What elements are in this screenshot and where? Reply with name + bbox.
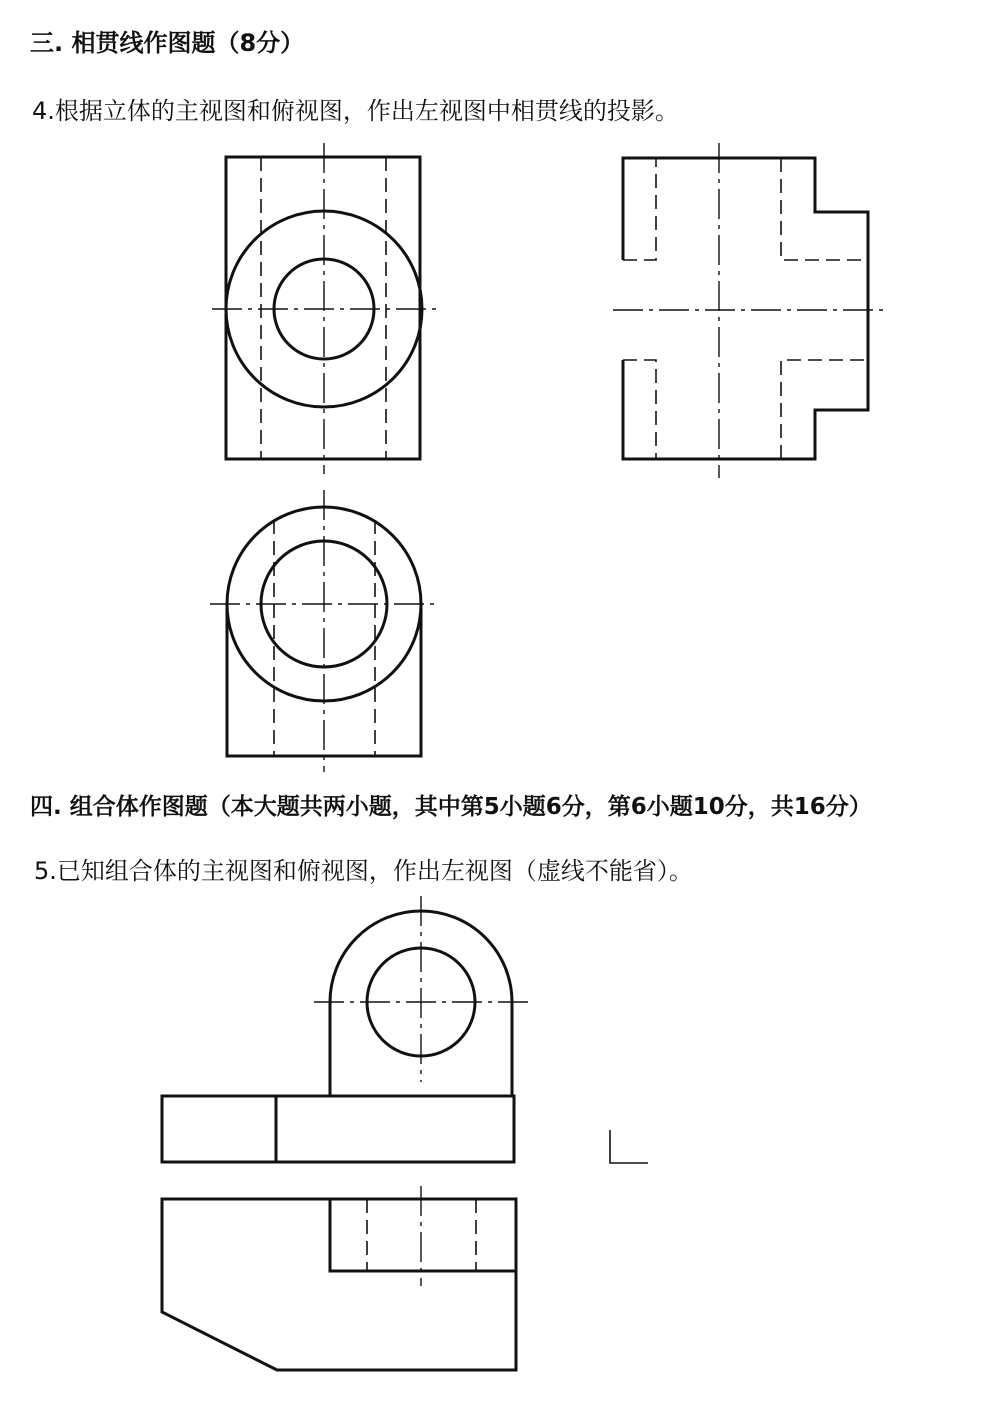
q4-left-outline <box>623 158 868 459</box>
question4-text: 4.根据立体的主视图和俯视图，作出左视图中相贯线的投影。 <box>32 97 679 125</box>
q5-top-lug-outline <box>330 1199 516 1271</box>
q4-left-view <box>613 143 884 478</box>
q5-top-outline <box>162 1199 516 1370</box>
question5-text: 5.已知组合体的主视图和俯视图，作出左视图（虚线不能省）。 <box>34 857 693 885</box>
q4-top-view <box>210 490 437 772</box>
q4-front-outline <box>226 157 420 459</box>
hidden-line <box>623 158 656 260</box>
q5-left-view-corner-mark <box>610 1130 648 1163</box>
q5-front-view <box>162 896 528 1162</box>
section3-heading: 三. 相贯线作图题（8分） <box>30 29 305 57</box>
q5-top-view <box>162 1186 516 1370</box>
q5-base-outline <box>162 1096 514 1162</box>
hidden-line <box>781 158 868 260</box>
hidden-line <box>623 360 656 459</box>
section4-heading: 四. 组合体作图题（本大题共两小题，其中第5小题6分，第6小题10分，共16分） <box>30 794 872 820</box>
q4-front-view <box>212 143 436 474</box>
